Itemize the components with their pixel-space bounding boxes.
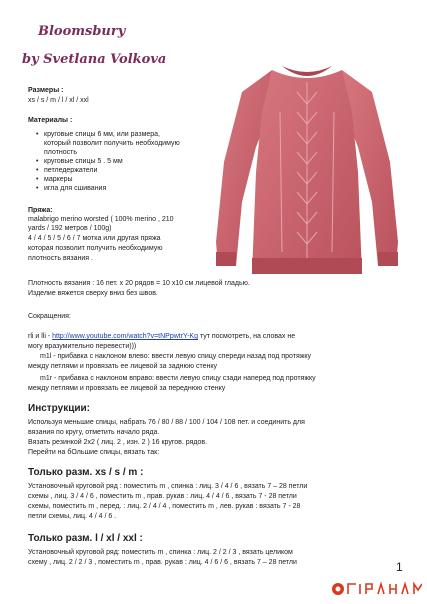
size-small-line: схемы, поместить m , перед. : лиц. 2 / 4 / 4 , поместить m , лев. рукав : вязать 7 - 28 — [28, 503, 301, 510]
materials-heading: Материалы : — [28, 117, 73, 124]
instructions-line: вязания по кругу, отметить начало ряда. — [28, 429, 160, 436]
abbrev-heading: Сокращения: — [28, 313, 71, 320]
size-small-heading: Только разм. xs / s / m : — [28, 467, 144, 478]
materials-item: • круговые спицы 5 . 5 мм — [36, 157, 180, 166]
materials-item: • игла для сшивания — [36, 184, 180, 193]
size-large-heading: Только разм. l / xl / xxl : — [28, 533, 143, 544]
materials-item: плотность — [44, 149, 78, 156]
gauge-line: Изделие вяжется сверху вниз без швов. — [28, 290, 158, 297]
instructions-line: Используя меньшие спицы, набрать 76 / 80 / 88 / 100 / 104 / 108 пет. и соединить для — [28, 419, 305, 426]
video-line — [28, 332, 295, 341]
instructions-heading: Инструкции: — [28, 403, 91, 414]
size-large-line: Установочный круговой ряд: поместить m , спинка : лиц. 2 / 2 / 3 , вязать целиком — [28, 549, 293, 556]
m1r-line: m1r - прибавка с наклоном вправо: ввести левую спицу сзади наперед под протяжку — [40, 375, 316, 382]
sizes-heading: Размеры : — [28, 87, 64, 94]
size-small-line: петли схемы, лиц. 4 / 4 / 6 . — [28, 513, 117, 520]
size-small-line: схемы , лиц. 3 / 4 / 6 , поместить m , прав. рукав : лиц. 4 / 4 / 6 , вязать 7 - 28 петли — [28, 493, 297, 500]
materials-item: который позволит получить необходимую — [44, 140, 180, 147]
m1l-line: между петлями и провязать ее лицевой за заднюю стенку — [28, 363, 218, 370]
instructions-line: Перейти на бОльшие спицы, вязать так: — [28, 449, 160, 456]
m1l-line: m1l - прибавка с наклоном влево: ввести левую спицу спереди назад под протяжку — [40, 353, 312, 360]
sizes-values: xs / s / m / l / xl / xxl — [28, 97, 89, 104]
materials-list — [36, 130, 180, 193]
sweater-photo — [212, 52, 402, 288]
size-small-line: Установочный круговой ряд : поместить m , спинка : лиц. 3 / 4 / 6 , вязать 7 – 28 петли — [28, 483, 308, 490]
instructions-line: Вязать резинкой 2x2 ( лиц. 2 , изн. 2 ) 16 кругов. рядов. — [28, 439, 208, 446]
yarn-line: 4 / 4 / 5 / 5 / 6 / 7 мотка или другая пряжа — [28, 235, 161, 242]
video-prefix: rli и lli - — [28, 333, 53, 340]
yarn-line: плотность вязания . — [28, 255, 93, 262]
page-number: 1 — [396, 560, 403, 574]
size-large-line: схему , лиц. 2 / 2 / 3 , поместить m , прав. рукав : лиц. 4 / 6 / 6 , вязать 7 – 28 петли — [28, 559, 297, 566]
yarn-heading: Пряжа: — [28, 207, 53, 214]
yarn-line: malabrigo merino worsted ( 100% merino , 210 — [28, 216, 174, 223]
pattern-author: by Svetlana Volkova — [22, 52, 167, 67]
materials-item: • круговые спицы 6 мм, или размера, — [36, 130, 180, 139]
strana-mam-logo — [330, 580, 422, 598]
materials-item: • петледержатели — [36, 166, 180, 175]
yarn-line: yards / 192 метров / 100g) — [28, 225, 112, 232]
m1r-line: между петлями и провязать ее лицевой за переднюю стенку — [28, 385, 226, 392]
pattern-title: Bloomsbury — [38, 24, 126, 39]
gauge-line: Плотность вязания : 16 пет. x 20 рядов = 10 x10 см лицевой гладью. — [28, 280, 250, 287]
materials-item: • маркеры — [36, 175, 180, 184]
video-line2: могу вразумительно перевести))) — [28, 343, 137, 350]
video-link[interactable]: http://www.youtube.com/watch?v=tNPpwtrY-Kg — [52, 333, 198, 340]
yarn-line: которая позволит получить необходимую — [28, 245, 163, 252]
video-suffix: тут посмотреть, на словах не — [197, 333, 296, 340]
